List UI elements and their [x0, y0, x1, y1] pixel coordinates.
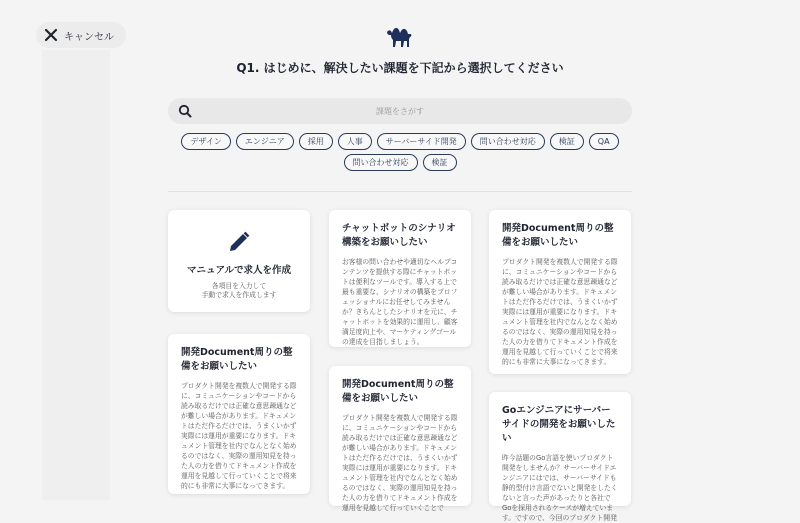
cancel-button[interactable] — [36, 22, 126, 48]
section-divider — [168, 191, 632, 192]
card-body: 昨今話題のGo言語を使いプロダクト開発をしませんか？サーバーサイドエンジニアにはでは、サーバーサイドも静的型付け言語でないと開発をしたくないと言った声があったりと各社でGoを採用されるケースが増えています。ですので、今回のプロダクト開発 — [502, 454, 618, 522]
camel-logo-icon — [384, 23, 416, 49]
card-title: 開発Document周りの整備をお願いしたい — [502, 223, 614, 248]
card-title: 開発Document周りの整備をお願いしたい — [181, 347, 293, 372]
card-title: チャットボットのシナリオ構築をお願いしたい — [342, 223, 456, 248]
manual-card-title: マニュアルで求人を作成 — [186, 265, 292, 276]
pencil-icon — [227, 230, 251, 254]
close-icon — [44, 28, 58, 42]
tag-inquiry[interactable]: 問い合わせ対応 — [471, 133, 545, 150]
search-bar[interactable] — [168, 98, 632, 124]
doc-card-middle[interactable] — [329, 366, 471, 512]
tag-design[interactable]: デザイン — [181, 133, 230, 150]
side-panel-strip — [42, 50, 110, 500]
tag-recruiting[interactable]: 採用 — [299, 133, 333, 150]
cancel-label: キャンセル — [64, 31, 114, 43]
tag-list — [168, 133, 632, 171]
card-body: プロダクト開発を複数人で開発する際に、コミュニケーションやコードから読み取るだけでは正確な意思疎通などが難しい場合があります。ドキュメントはただ作るだけでは、うまくいかず実際には運用が重要になります。ドキュメント管理を社内でなんとなく始めるのではなく、実際の運用知見を持った人の力を借りてドキュメント作成を運用を見越して行っていくことで — [342, 414, 458, 512]
page-question-title: Q1. はじめに、解決したい課題を下記から選択してください — [236, 61, 564, 75]
tag-verification-2[interactable]: 検証 — [423, 154, 457, 171]
tag-server-side[interactable]: サーバーサイド開発 — [377, 133, 466, 150]
manual-create-card[interactable] — [168, 210, 310, 312]
manual-card-sub-2: 手動で求人を作成します — [201, 291, 277, 299]
card-title: Goエンジニアにサーバーサイドの開発をお願いしたい — [502, 405, 616, 444]
tag-qa[interactable]: QA — [589, 133, 619, 150]
tag-hr[interactable]: 人事 — [338, 133, 372, 150]
tag-verification[interactable]: 検証 — [550, 133, 584, 150]
card-body: プロダクト開発を複数人で開発する際に、コミュニケーションやコードから読み取るだけでは正確な意思疎通などが難しい場合があります。ドキュメントはただ作るだけでは、うまくいかず実際には運用が重要になります。ドキュメント管理を社内でなんとなく始めるのではなく、実際の運用知見を持った人の力を借りてドキュメント作成を運用を見越して行っていくことで将来的にも非常に大事になってきます。 — [502, 258, 618, 366]
chatbot-card[interactable] — [329, 210, 471, 347]
doc-card-left[interactable] — [168, 334, 310, 494]
doc-card-right[interactable] — [489, 210, 631, 374]
card-body: プロダクト開発を複数人で開発する際に、コミュニケーションやコードから読み取るだけでは正確な意思疎通などが難しい場合があります。ドキュメントはただ作るだけでは、うまくいかず実際には運用が重要になります。ドキュメント管理を社内でなんとなく始めるのではなく、実際の運用知見を持った人の力を借りてドキュメント作成を運用を見越して行っていくことで将来的にも非常に大事になってきます。 — [181, 382, 297, 490]
search-input[interactable] — [198, 98, 602, 124]
tag-inquiry-2[interactable]: 問い合わせ対応 — [344, 154, 418, 171]
card-body: お客様の問い合わせや適切なヘルプコンテンツを提供する際にチャットボットは便利なツールです。導入する上で最も重要な、シナリオの構築をプロフェッショナルにお任せしてみませんか？きちんとしたシナリオを元に、チャットボットを効果的に運用し、顧客満足度向上や、マーケティングゴールの達成を目指しましょう。 — [342, 258, 458, 346]
search-icon — [178, 104, 192, 118]
go-engineer-card[interactable] — [489, 392, 631, 522]
tag-engineer[interactable]: エンジニア — [236, 133, 294, 150]
card-title: 開発Document周りの整備をお願いしたい — [342, 379, 454, 404]
manual-card-sub-1: 各項目を入力して — [211, 282, 267, 290]
